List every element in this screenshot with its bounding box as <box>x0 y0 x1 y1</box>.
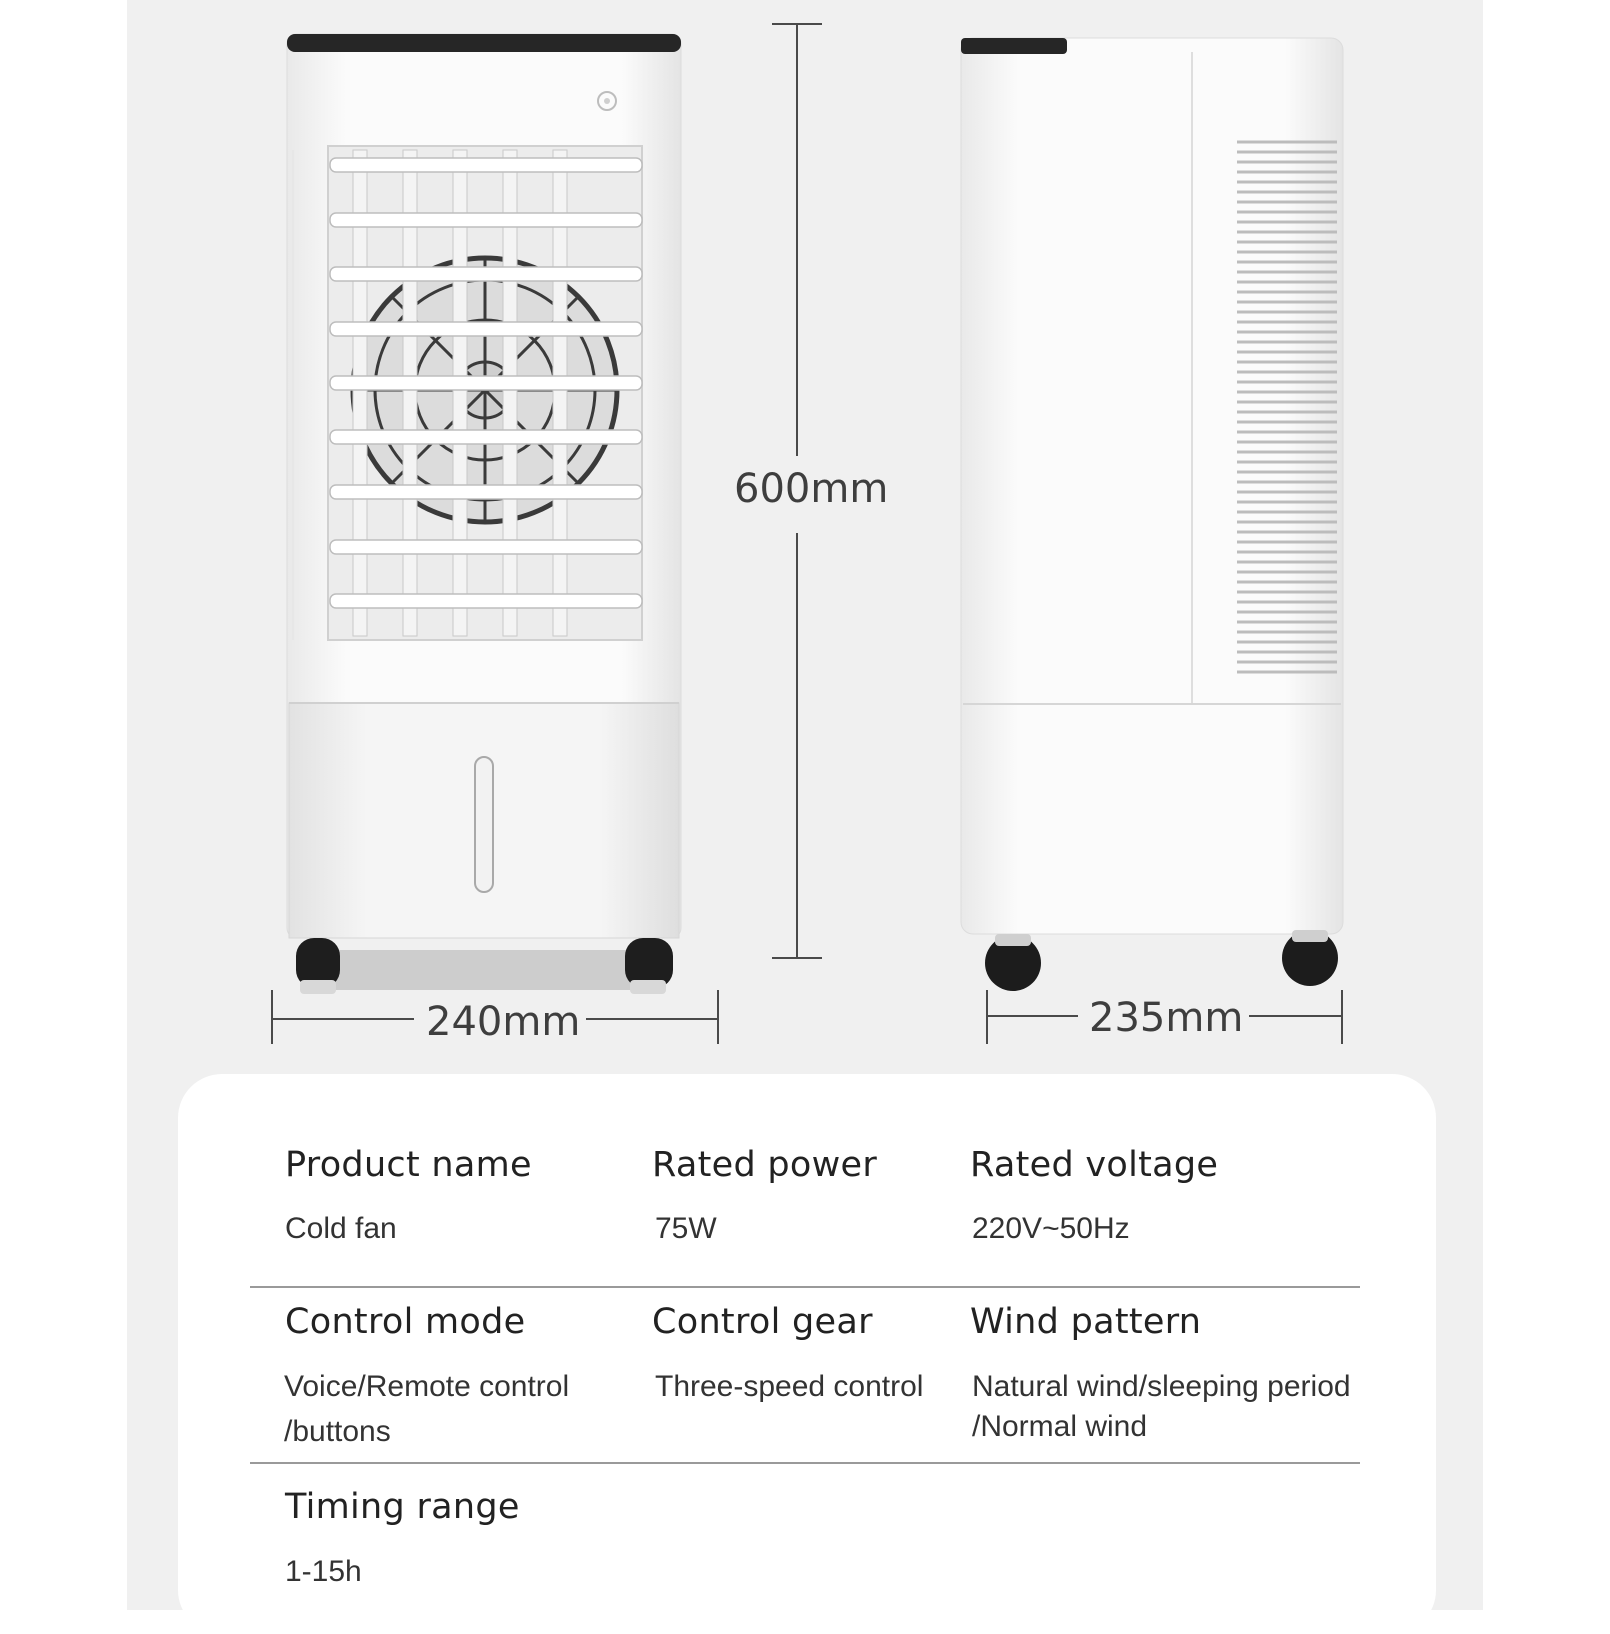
water-level-window <box>475 757 493 892</box>
spec-value-control-mode-line1: Voice/Remote control <box>284 1370 570 1403</box>
spec-value-control-mode-line2: /buttons <box>284 1415 391 1448</box>
front-wheel-right <box>625 938 673 994</box>
spec-divider <box>250 1462 1360 1464</box>
front-width-dimension-label: 240mm <box>420 1002 586 1042</box>
spec-label-wind-pattern: Wind pattern <box>970 1302 1202 1342</box>
spec-value-control-gear: Three-speed control <box>655 1370 924 1403</box>
spec-value-product-name: Cold fan <box>285 1212 397 1245</box>
spec-value-timing-range: 1-15h <box>285 1555 362 1588</box>
side-wheel-left <box>985 934 1041 991</box>
top-trim <box>287 34 681 52</box>
spec-value-rated-power: 75W <box>655 1212 717 1245</box>
spec-value-rated-voltage: 220V~50Hz <box>972 1212 1130 1245</box>
height-dimension-label: 600mm <box>728 469 894 509</box>
side-depth-dimension-label: 235mm <box>1083 998 1249 1038</box>
spec-value-wind-pattern-line1: Natural wind/sleeping period <box>972 1370 1351 1403</box>
spec-label-control-mode: Control mode <box>285 1302 526 1342</box>
spec-label-product-name: Product name <box>285 1145 532 1185</box>
front-wheel-left <box>296 938 340 994</box>
side-view-unit <box>961 38 1343 991</box>
spec-label-control-gear: Control gear <box>652 1302 873 1342</box>
spec-label-timing-range: Timing range <box>285 1487 520 1527</box>
top-trim-side <box>961 38 1067 54</box>
side-wheel-right <box>1282 930 1338 986</box>
spec-label-rated-power: Rated power <box>652 1145 878 1185</box>
spec-divider <box>250 1286 1360 1288</box>
front-view-unit <box>287 34 681 994</box>
spec-value-wind-pattern-line2: /Normal wind <box>972 1410 1148 1443</box>
spec-label-rated-voltage: Rated voltage <box>970 1145 1219 1185</box>
